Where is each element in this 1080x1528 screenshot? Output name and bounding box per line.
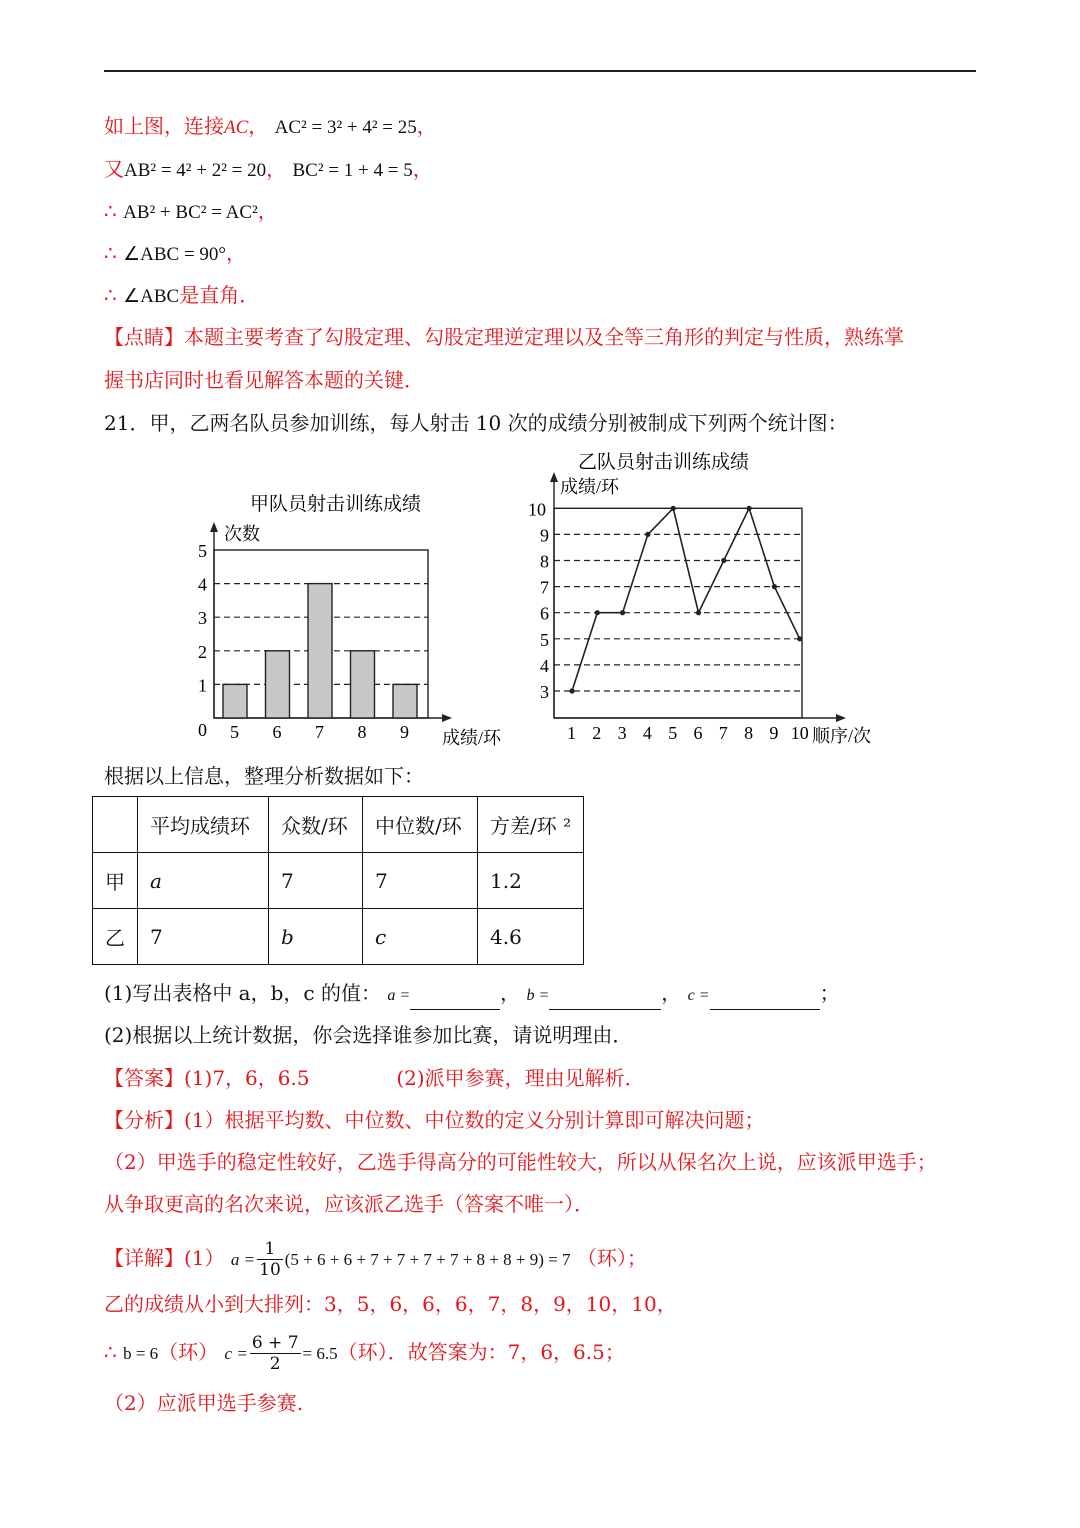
detail-line-1 <box>104 1238 647 1280</box>
data-point <box>595 610 600 615</box>
text: ， <box>266 157 287 181</box>
x-tick-label: 5 <box>230 722 239 742</box>
y-tick-label: 2 <box>198 641 207 662</box>
answer-line <box>104 1064 645 1092</box>
data-point <box>569 688 574 693</box>
y-axis-arrow <box>210 522 218 532</box>
x-tick-label: 8 <box>357 722 367 742</box>
text: ， <box>248 114 269 138</box>
math: a = <box>387 987 411 1004</box>
table-cell: c <box>363 909 478 965</box>
y-tick-label: 1 <box>198 675 207 696</box>
text: ； <box>819 981 840 1005</box>
text: ， <box>661 981 682 1005</box>
text: (1） <box>184 1246 225 1270</box>
solution-line-3 <box>104 197 278 227</box>
y-tick-label: 5 <box>540 629 549 650</box>
y-tick-label: 3 <box>540 682 549 702</box>
bar <box>223 684 247 718</box>
solution-line-1 <box>104 112 437 142</box>
comment-line-2 <box>104 366 424 394</box>
text: （环）； <box>576 1246 647 1270</box>
y-axis-arrow <box>550 472 558 482</box>
y-tick-label: 3 <box>198 608 207 629</box>
y-tick-label: 8 <box>540 551 549 572</box>
text: ， <box>257 199 278 223</box>
comment-tag: 【点睛】 <box>104 325 184 349</box>
line-chart-yi <box>520 448 890 748</box>
table-cell: 7 <box>269 853 363 909</box>
x-tick-label: 3 <box>617 723 627 743</box>
x-tick-label: 5 <box>668 723 678 743</box>
numerator: 6 + 7 <box>251 1333 299 1353</box>
text: (1)写出表格中 a，b，c 的值： <box>104 981 381 1005</box>
data-point <box>671 506 676 511</box>
row-label: 乙 <box>93 909 138 965</box>
math: ∠ABC = 90° <box>123 244 227 265</box>
answer-blank-c[interactable] <box>710 989 820 1010</box>
header-cell <box>93 797 138 853</box>
text: ， <box>416 114 437 138</box>
text: (1)7，6，6.5 <box>184 1066 310 1090</box>
y-axis-label: 成绩/环 <box>560 477 620 497</box>
text: 如上图，连接 <box>104 114 224 138</box>
header-cell: 众数/环 <box>269 797 363 853</box>
y-tick-label: 10 <box>528 499 546 520</box>
detail-line-2 <box>104 1290 677 1318</box>
table-cell: 7 <box>138 909 269 965</box>
chart-title: 甲队员射击训练成绩 <box>250 494 422 515</box>
x-tick-label: 10 <box>790 723 809 743</box>
math: ∠ABC <box>123 286 180 307</box>
answer-tag: 【答案】 <box>104 1066 184 1090</box>
bar-chart-jia <box>190 462 510 752</box>
text: (1）根据平均数、中位数、中位数的定义分别计算即可解决问题； <box>184 1108 765 1132</box>
y-tick-label: 4 <box>540 655 549 676</box>
therefore-symbol: ∴ <box>104 1340 117 1364</box>
x-tick-label: 8 <box>744 723 754 743</box>
chart-title: 乙队员射击训练成绩 <box>578 452 750 473</box>
answer-blank-a[interactable] <box>410 989 500 1010</box>
table-row <box>93 853 584 909</box>
x-tick-label: 1 <box>567 723 576 743</box>
denominator: 10 <box>259 1260 281 1280</box>
therefore-symbol: ∴ <box>104 241 117 265</box>
analysis-line-2 <box>104 1148 937 1176</box>
analysis-line-3 <box>104 1190 594 1218</box>
series-line <box>572 508 800 691</box>
x-axis-label: 顺序/次 <box>812 726 872 746</box>
text: (2)根据以上统计数据，你会选择谁参加比赛，请说明理由． <box>104 1023 633 1047</box>
bar <box>266 651 290 718</box>
row-label: 甲 <box>93 853 138 909</box>
y-tick-label: 4 <box>198 574 207 595</box>
text: （2）甲选手的稳定性较好，乙选手得高分的可能性较大，所以从保名次上说，应该派甲选手； <box>104 1150 937 1174</box>
x-tick-label: 7 <box>315 722 324 742</box>
solution-line-2 <box>104 155 433 185</box>
x-tick-label: 6 <box>272 722 282 742</box>
solution-line-5 <box>104 281 259 311</box>
y-tick-label: 7 <box>540 577 549 598</box>
y-tick-label: 6 <box>540 603 549 624</box>
text: （环） <box>158 1340 219 1364</box>
header-cell: 平均成绩环 <box>138 797 269 853</box>
text: 握书店同时也看见解答本题的关键． <box>104 368 424 392</box>
answer-blank-b[interactable] <box>549 989 661 1010</box>
text: ， <box>500 981 521 1005</box>
header-cell: 方差/环 ² <box>478 797 584 853</box>
x-tick-label: 2 <box>592 723 602 743</box>
data-point <box>645 532 650 537</box>
x-axis-label: 成绩/环 <box>442 728 502 748</box>
comment-line-1 <box>104 323 904 351</box>
analysis-tag: 【分析】 <box>104 1108 184 1132</box>
math: AB² + BC² = AC² <box>123 202 258 223</box>
question-part-2 <box>104 1021 632 1049</box>
analysis-intro <box>104 762 424 790</box>
math: b = <box>526 987 550 1004</box>
math: c = <box>687 987 710 1004</box>
question-21-stem <box>104 409 848 437</box>
numerator: 1 <box>257 1239 283 1260</box>
data-point <box>696 610 701 615</box>
x-axis-arrow <box>836 714 846 722</box>
x-tick-label: 9 <box>769 723 779 743</box>
y-tick-label: 5 <box>198 541 207 561</box>
text: 乙的成绩从小到大排列：3，5，6，6，6，7，8，9，10，10， <box>104 1292 677 1316</box>
x-axis-arrow <box>442 714 452 722</box>
table-cell: 4.6 <box>478 909 584 965</box>
data-point <box>721 558 726 563</box>
header-rule <box>104 70 976 72</box>
text: （环）．故答案为：7，6，6.5； <box>337 1340 625 1364</box>
denominator: 2 <box>269 1354 281 1374</box>
text: 本题主要考查了勾股定理、勾股定理逆定理以及全等三角形的判定与性质，熟练掌 <box>184 325 904 349</box>
math: = 6.5 <box>302 1344 338 1363</box>
table-cell: a <box>138 853 269 909</box>
bar <box>308 584 332 718</box>
text: 又 <box>104 157 124 181</box>
x-tick-label: 6 <box>693 723 703 743</box>
table-cell: 1.2 <box>478 853 584 909</box>
text: 21．甲，乙两名队员参加训练，每人射击 10 次的成绩分别被制成下列两个统计图： <box>104 411 848 435</box>
data-point <box>772 584 777 589</box>
x-tick-label: 4 <box>642 723 652 743</box>
stats-table <box>92 796 584 965</box>
data-point <box>620 610 625 615</box>
table-cell: b <box>269 909 363 965</box>
data-point <box>797 636 802 641</box>
detail-line-4 <box>104 1389 303 1417</box>
y-tick-label: 9 <box>540 525 549 546</box>
math: BC² = 1 + 4 = 5 <box>292 160 413 181</box>
text: 是直角． <box>179 283 260 307</box>
solution-line-4 <box>104 239 246 269</box>
math: AB² = 4² + 2² = 20 <box>124 160 267 181</box>
math: c = <box>224 1344 248 1363</box>
text: 根据以上信息，整理分析数据如下： <box>104 764 424 788</box>
math: AC <box>224 117 249 138</box>
detail-tag: 【详解】 <box>104 1246 184 1270</box>
therefore-symbol: ∴ <box>104 283 117 307</box>
math: a = <box>230 1250 256 1269</box>
text: 从争取更高的名次来说，应该派乙选手（答案不唯一）． <box>104 1192 594 1216</box>
header-cell: 中位数/环 <box>363 797 478 853</box>
math: (5 + 6 + 6 + 7 + 7 + 7 + 7 + 8 + 8 + 9) = 7 <box>284 1250 571 1269</box>
text: ， <box>412 157 433 181</box>
x-tick-label: 9 <box>400 722 409 742</box>
table-header-row <box>93 797 584 853</box>
fraction <box>257 1239 283 1280</box>
table-row <box>93 909 584 965</box>
bar <box>393 684 417 718</box>
text: (2)派甲参赛，理由见解析． <box>396 1066 645 1090</box>
fraction <box>250 1333 301 1374</box>
text: （2）应派甲选手参赛. <box>104 1391 304 1415</box>
bar <box>351 651 375 718</box>
question-part-1 <box>104 979 840 1010</box>
math: AC² = 3² + 4² = 25 <box>274 117 417 138</box>
therefore-symbol: ∴ <box>104 199 117 223</box>
math: b = 6 <box>123 1344 159 1363</box>
detail-line-3 <box>104 1332 625 1374</box>
table-cell: 7 <box>363 853 478 909</box>
analysis-line-1 <box>104 1106 765 1134</box>
data-point <box>747 506 752 511</box>
x-tick-label: 7 <box>718 723 728 743</box>
origin-label: 0 <box>198 720 207 740</box>
y-axis-label: 次数 <box>224 524 260 544</box>
text: ， <box>226 241 247 265</box>
